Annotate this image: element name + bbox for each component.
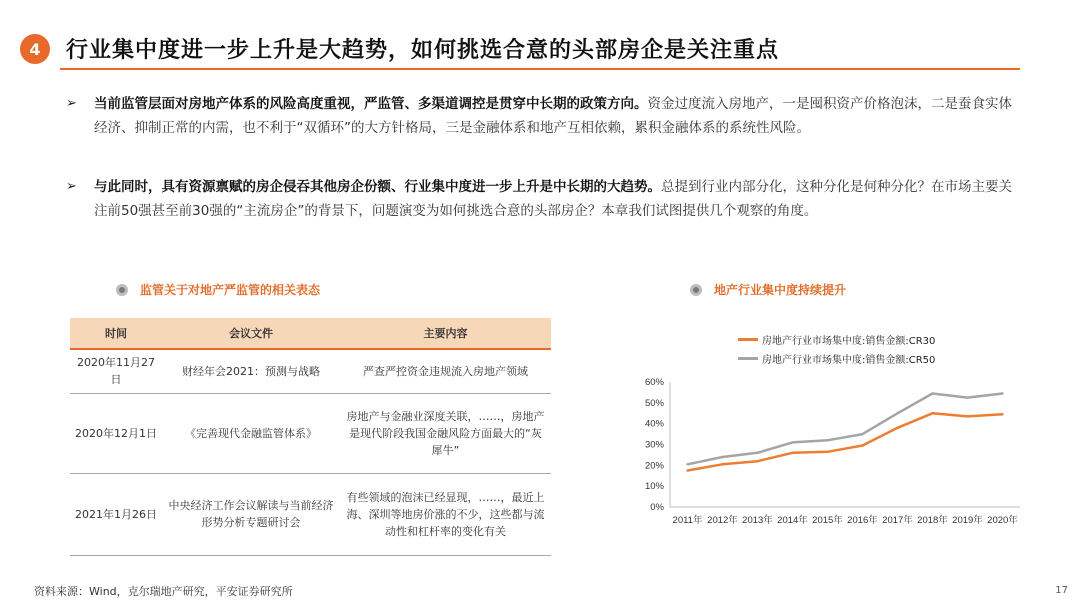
cell-content: 有些领域的泡沫已经显现，……，最近上海、深圳等地房价涨的不少，这些都与流动性和杠杆率的变化有关 [340, 473, 551, 555]
data-point-cr50 [966, 396, 968, 398]
x-tick-label: 2011年 [672, 515, 703, 526]
data-point-cr50 [896, 412, 898, 414]
data-point-cr50 [686, 463, 688, 465]
source-note: 资料来源：Wind，克尔瑞地产研究，平安证券研究所 [34, 585, 293, 598]
col-header-document: 会议文件 [162, 318, 340, 349]
data-point-cr50 [791, 441, 793, 443]
y-tick-label: 20% [644, 460, 664, 472]
radio-dot-icon [116, 284, 128, 296]
data-point-cr50 [861, 433, 863, 435]
data-point-cr30 [756, 460, 758, 462]
x-tick-label: 2012年 [707, 515, 738, 526]
left-section-heading [116, 281, 320, 298]
bullet-2-bold: 与此同时，具有资源禀赋的房企侵吞其他房企份额、行业集中度进一步上升是中长期的大趋势。 [94, 179, 661, 195]
cell-document: 《完善现代金融监管体系》 [162, 393, 340, 473]
data-point-cr30 [791, 452, 793, 454]
title-divider [60, 68, 1020, 70]
x-tick-label: 2019年 [952, 515, 983, 526]
x-tick-label: 2013年 [742, 515, 773, 526]
x-tick-label: 2014年 [777, 515, 808, 526]
legend-item-cr30 [738, 332, 935, 347]
legend-label-cr50: 房地产行业市场集中度:销售金额:CR50 [762, 355, 936, 366]
bullet-1-text: 资金过度流入房地产，一是囤积资产价格泡沫，二是蚕食实体经济、抑制正常的内需，也不利于“双循环”的大方针格局，三是金融体系和地产互相依赖，累积金融体系的系统性风险。 [94, 96, 1012, 136]
col-header-date: 时间 [70, 318, 162, 349]
cell-document: 中央经济工作会议解读与当前经济形势分析专题研讨会 [162, 473, 340, 555]
section-number-badge: 4 [20, 34, 50, 64]
x-tick-label: 2016年 [847, 515, 878, 526]
y-tick-label: 40% [644, 418, 664, 430]
arrow-bullet-icon: ➢ [66, 179, 77, 194]
series-line-cr30 [688, 413, 1003, 470]
table-header-row [70, 318, 551, 349]
y-tick-label: 0% [650, 502, 664, 513]
cell-date: 2020年12月1日 [70, 393, 162, 473]
data-point-cr30 [861, 444, 863, 446]
concentration-line-chart [630, 370, 1030, 535]
data-point-cr30 [966, 415, 968, 417]
y-tick-label: 10% [644, 481, 664, 493]
table-row [70, 349, 551, 393]
cell-content: 严查严控资金违规流入房地产领域 [340, 349, 551, 393]
data-point-cr50 [756, 452, 758, 454]
y-tick-label: 60% [644, 377, 664, 388]
x-tick-label: 2015年 [812, 515, 843, 526]
data-point-cr30 [1001, 413, 1003, 415]
right-section-heading [690, 281, 846, 298]
left-section-heading-text: 监管关于对地产严监管的相关表态 [140, 283, 321, 297]
x-tick-label: 2020年 [987, 515, 1018, 526]
bullet-1-bold: 当前监管层面对房地产体系的风险高度重视，严监管、多渠道调控是贯穿中长期的政策方向。 [94, 96, 648, 112]
cell-date: 2020年11月27日 [70, 349, 162, 393]
data-point-cr30 [931, 412, 933, 414]
y-tick-label: 50% [644, 397, 664, 409]
table-row [70, 473, 551, 555]
data-point-cr30 [826, 451, 828, 453]
right-section-heading-text: 地产行业集中度持续提升 [714, 283, 847, 297]
bullet-point-1 [66, 92, 1021, 140]
y-tick-label: 30% [644, 439, 664, 451]
data-point-cr30 [896, 427, 898, 429]
table-row [70, 393, 551, 473]
radio-dot-icon [690, 284, 702, 296]
legend-item-cr50 [738, 351, 935, 366]
policy-table [70, 318, 551, 556]
data-point-cr50 [931, 392, 933, 394]
bullet-2-text: 总提到行业内部分化，这种分化是何种分化？在市场主要关注前50强甚至前30强的“主流房企”的背景下，问题演变为如何挑选合意的头部房企？本章我们试图提供几个观察的角度。 [94, 179, 1012, 219]
legend-swatch-cr50 [738, 357, 758, 360]
x-tick-label: 2017年 [882, 515, 913, 526]
page-title: 行业集中度进一步上升是大趋势，如何挑选合意的头部房企是关注重点 [66, 38, 780, 63]
page-number: 17 [1055, 585, 1068, 596]
cell-content: 房地产与金融业深度关联，……，房地产是现代阶段我国金融风险方面最大的“灰犀牛” [340, 393, 551, 473]
cell-date: 2021年1月26日 [70, 473, 162, 555]
data-point-cr30 [721, 463, 723, 465]
legend-label-cr30: 房地产行业市场集中度:销售金额:CR30 [762, 336, 936, 347]
legend-swatch-cr30 [738, 338, 758, 341]
x-tick-label: 2018年 [917, 515, 948, 526]
data-point-cr30 [686, 469, 688, 471]
cell-document: 财经年会2021：预测与战略 [162, 349, 340, 393]
col-header-content: 主要内容 [340, 318, 551, 349]
bullet-point-2 [66, 175, 1021, 223]
data-point-cr50 [721, 456, 723, 458]
series-line-cr50 [688, 394, 1003, 465]
data-point-cr50 [1001, 392, 1003, 394]
arrow-bullet-icon: ➢ [66, 96, 77, 111]
data-point-cr50 [826, 439, 828, 441]
